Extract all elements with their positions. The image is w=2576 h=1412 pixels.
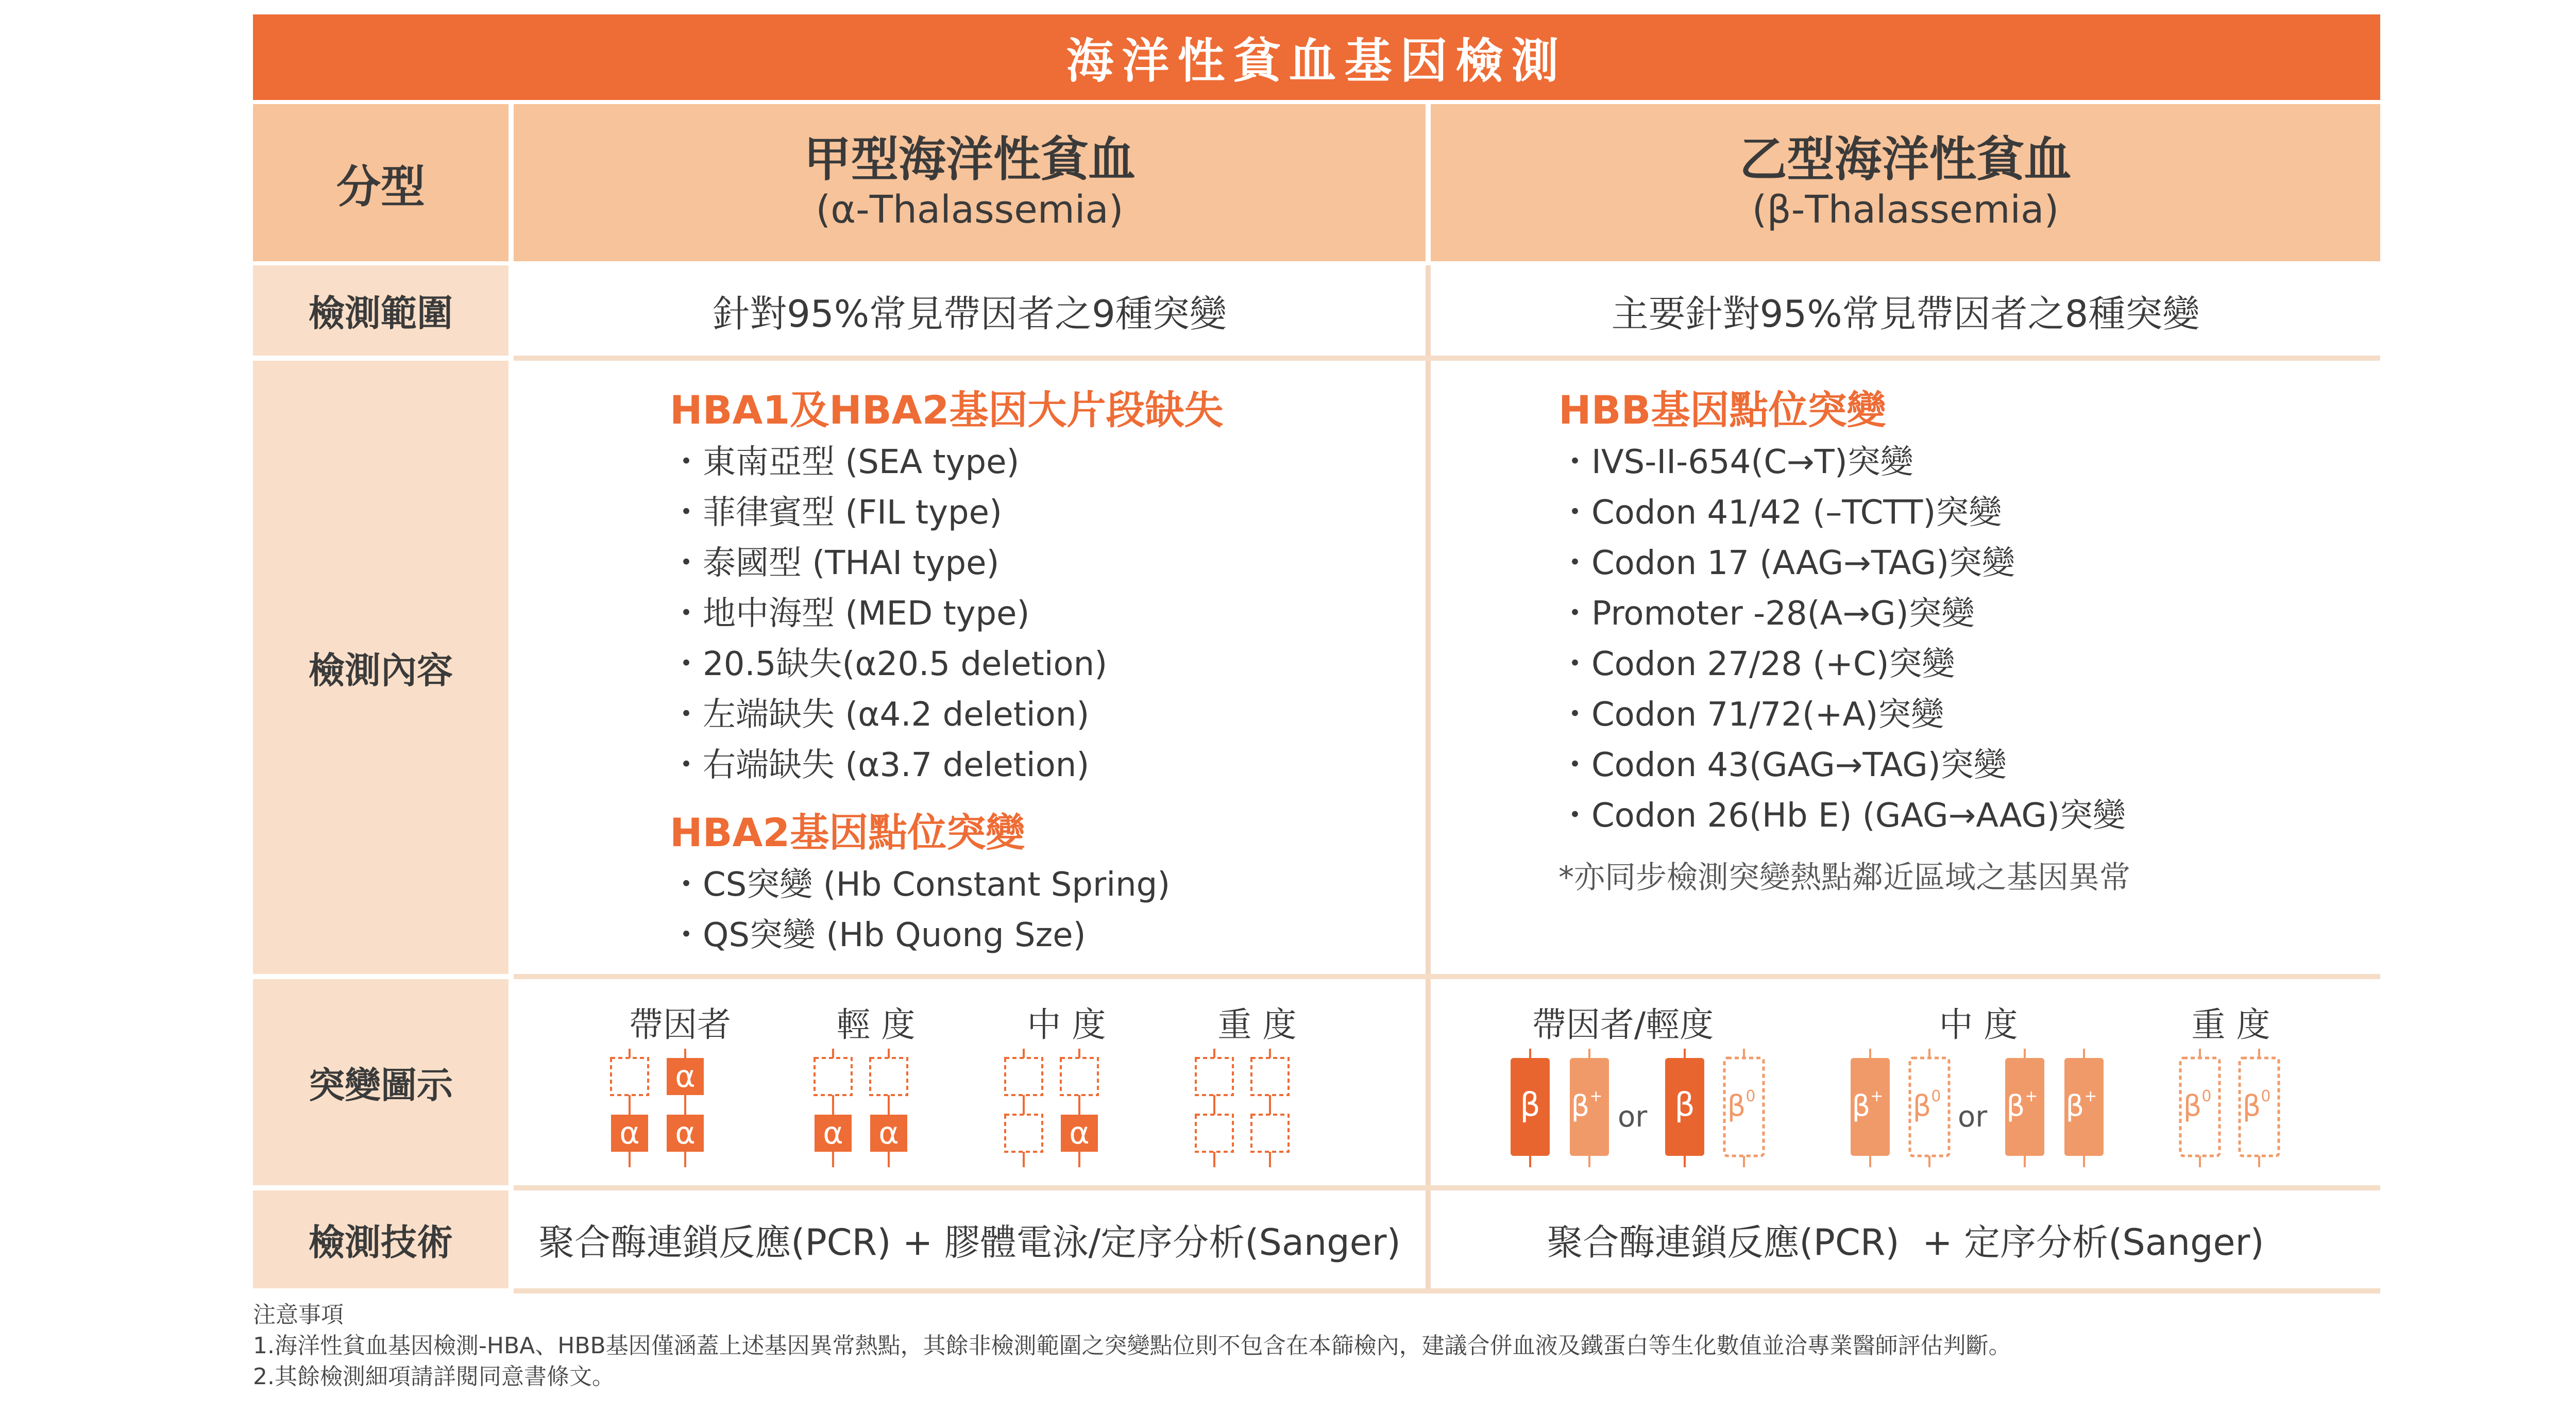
beta-diagram-svg [1504,1049,2308,1172]
alpha-carrier-genes [611,1049,704,1167]
alpha-moderate-genes [1005,1049,1098,1167]
list-item: ・20.5缺失(α20.5 deletion) [670,645,1108,683]
alpha-deleted-box [1196,1058,1233,1095]
alpha-deleted-box [1005,1115,1042,1152]
alpha-symbol: α [675,1058,696,1095]
content-label-cell [253,361,509,974]
scope-label-cell [253,265,509,356]
alpha-group1-title: HBA1及HBA2基因大片段缺失 [670,387,1224,433]
type-header-cell [253,104,509,261]
beta-symbol: β [1674,1086,1695,1123]
footer-line-1: 1.海洋性貧血基因檢測-HBA、HBB基因僅涵蓋上述基因異常熱點，其餘非檢測範圍之突變點位則不包含在本篩檢內，建議合併血液及鐵蛋白等生化數值並洽專業醫師評估判斷。 [253,1333,2011,1359]
beta-symbol: β [1520,1086,1540,1123]
scope-beta: 主要針對95%常見帶因者之8種突變 [1611,292,2200,335]
alpha-mild-genes [815,1049,907,1167]
content-label: 檢測內容 [309,649,453,692]
tech-alpha: 聚合酶連鎖反應(PCR) + 膠體電泳/定序分析(Sanger) [538,1221,1401,1264]
beta-diagram-label: 重 度 [2191,1005,2270,1045]
beta-diagram-label: 中 度 [1939,1005,2018,1045]
scope-label: 檢測範圍 [309,292,453,334]
alpha-deleted-box [1196,1115,1233,1152]
alpha-symbol: α [1069,1115,1090,1151]
alpha-header-title: 甲型海洋性貧血 [803,132,1136,188]
beta-note: *亦同步檢測突變熱點鄰近區域之基因異常 [1558,860,2130,896]
beta-header-cell [1431,104,2380,261]
row-divider [514,356,2380,361]
list-item: ・地中海型 (MED type) [670,595,1030,633]
row-divider [514,1185,2380,1190]
list-item: ・菲律賓型 (FIL type) [670,494,1002,532]
beta-plus-symbol: β+ [1571,1087,1603,1123]
beta-moderate-genes-a [1851,1049,1949,1167]
list-item: ・Codon 26(Hb E) (GAG→AAG)突變 [1558,797,2126,835]
list-item: ・Codon 27/28 (+C)突變 [1558,645,1955,683]
list-item: ・Codon 43(GAG→TAG)突變 [1558,746,2007,784]
beta-zero-symbol: $\beta^0$ [1727,1087,1756,1123]
row-divider [514,1288,2380,1293]
beta-moderate-genes-b [2005,1049,2104,1167]
alpha-diagram-label: 重 度 [1217,1005,1297,1045]
alpha-deleted-box [870,1058,907,1095]
beta-zero-symbol: $\beta^0$ [1912,1087,1941,1123]
column-divider [1426,265,1431,1288]
beta-plus-symbol: β+ [2065,1087,2097,1123]
list-item: ・左端缺失 (α4.2 deletion) [670,696,1090,734]
beta-header-title: 乙型海洋性貧血 [1739,132,2072,188]
list-item: ・IVS-II-654(C→T)突變 [1558,443,1913,481]
list-item: ・Promoter -28(A→G)突變 [1558,595,1975,633]
beta-header-subtitle: (β-Thalassemia) [1752,188,2059,232]
tech-label-cell [253,1190,509,1288]
beta-zero-symbol: $\beta^0$ [2183,1087,2212,1123]
row-divider [514,974,2380,979]
beta-zero-symbol: $\beta^0$ [2242,1087,2271,1123]
beta-plus-symbol: β+ [2006,1087,2038,1123]
beta-carrier-genes-b [1665,1049,1764,1167]
beta-plus-symbol: β+ [1852,1087,1884,1123]
alpha-symbol: α [823,1115,843,1151]
alpha-diagram-label: 帶因者 [629,1005,731,1045]
diagram-label-cell [253,979,509,1185]
scope-alpha: 針對95%常見帶因者之9種突變 [713,292,1227,335]
beta-group-title: HBB基因點位突變 [1558,387,1886,433]
beta-carrier-genes-a [1511,1049,1609,1167]
footer-line-2: 2.其餘檢測細項請詳閱同意書條文。 [253,1364,615,1390]
alpha-diagram-label: 輕 度 [836,1005,916,1045]
beta-severe-genes [2180,1049,2279,1167]
alpha-header-cell [514,104,1426,261]
list-item: ・Codon 41/42 (–TCTT)突變 [1558,494,2002,532]
alpha-symbol: α [878,1115,899,1151]
list-item: ・Codon 71/72(+A)突變 [1558,696,1944,734]
list-item: ・QS突變 (Hb Quong Sze) [670,916,1086,954]
alpha-severe-genes [1196,1049,1289,1167]
diagram-label: 突變圖示 [309,1064,453,1106]
alpha-deleted-box [1061,1058,1098,1095]
list-item: ・東南亞型 (SEA type) [670,443,1020,481]
alpha-header-subtitle: (α-Thalassemia) [816,188,1124,232]
tech-beta: 聚合酶連鎖反應(PCR) + 定序分析(Sanger) [1547,1221,2264,1264]
alpha-symbol: α [675,1115,696,1151]
alpha-diagram-svg [598,1049,1345,1172]
alpha-symbol: α [619,1115,640,1151]
list-item: ・右端缺失 (α3.7 deletion) [670,746,1090,784]
or-label: or [1618,1100,1648,1134]
list-item: ・CS突變 (Hb Constant Spring) [670,866,1171,904]
type-header-label: 分型 [336,161,425,213]
alpha-diagram-label: 中 度 [1027,1005,1106,1045]
list-item: ・泰國型 (THAI type) [670,544,999,582]
list-item: ・Codon 17 (AAG→TAG)突變 [1558,544,2015,582]
beta-diagram-label: 帶因者/輕度 [1532,1005,1714,1045]
tech-label: 檢測技術 [309,1221,453,1264]
alpha-deleted-box [815,1058,852,1095]
alpha-deleted-box [611,1058,648,1095]
alpha-deleted-box [1251,1115,1289,1152]
alpha-deleted-box [1005,1058,1042,1095]
page-title: 海洋性貧血基因檢測 [253,14,2380,100]
alpha-deleted-box [1251,1058,1289,1095]
alpha-group2-title: HBA2基因點位突變 [670,810,1025,855]
or-label: or [1958,1100,1988,1134]
footer-heading: 注意事項 [253,1302,344,1328]
